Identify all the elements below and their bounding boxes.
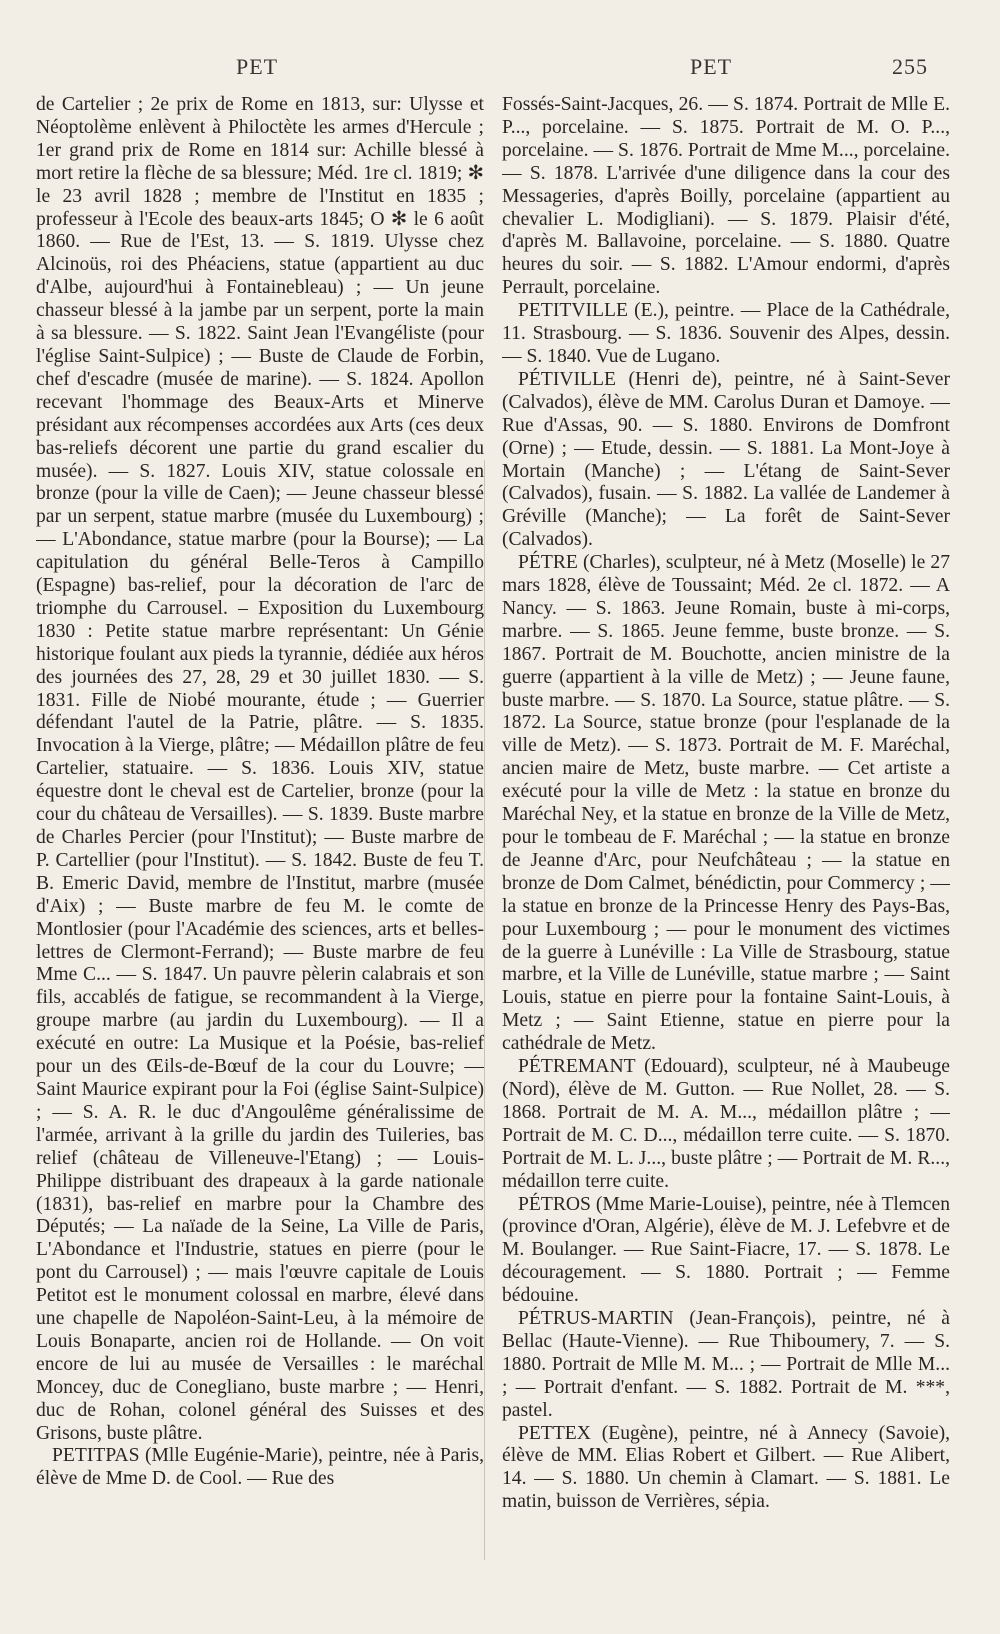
left-column [36, 94, 484, 1594]
entry-petros: PÉTROS (Mme Marie-Louise), peintre, née à Tlemcen (province d'Oran, Algérie), élève de M. J. Lefebvre et de M. Boulanger. — Rue Saint-Fiacre, 17. — S. 1878. Le découragement. — S. 1880. Portrait ; — Femme bédouine. [502, 1193, 950, 1307]
running-head-right: PET [690, 54, 733, 79]
entry-petre: PÉTRE (Charles), sculpteur, né à Metz (Moselle) le 27 mars 1828, élève de Toussaint; Méd. 2e cl. 1872. — A Nancy. — S. 1863. Jeune Romain, buste à mi-corps, marbre. — S. 1865. Jeune femme, buste bronze. — S. 1867. Portrait de M. Bouchotte, ancien ministre de la guerre (appartient à la ville de Metz) ; — Jeune faune, buste marbre. — S. 1870. La Source, statue plâtre. — S. 1872. La Source, statue bronze (pour l'esplanade de la ville de Metz). — S. 1873. Portrait de M. F. Maréchal, ancien maire de Metz, buste marbre. — Cet artiste a exécuté pour la ville de Metz : la statue en bronze du Maréchal Ney, et la statue en bronze de la Ville de Metz, pour le tombeau de F. Maréchal ; — la statue en bronze de Jeanne d'Arc, pour Neufchâteau ; — la statue en bronze de Dom Calmet, bénédictin, pour Commercy ; — la statue en bronze de la Princesse Henry des Pays-Bas, pour Luxembourg ; — pour le monument des victimes de la guerre à Lunéville : La Ville de Strasbourg, statue marbre, et la Ville de Lunéville, statue marbre ; — Saint Louis, statue en pierre pour la fontaine Saint-Louis, à Metz ; — Saint Etienne, statue en pierre pour la cathédrale de Metz. [502, 552, 950, 1055]
page-number: 255 [892, 54, 928, 79]
entry-continuation: de Cartelier ; 2e prix de Rome en 1813, sur: Ulysse et Néoptolème enlèvent à Philoctète les armes d'Hercule ; 1er grand prix de Rome en 1814 sur: Achille blessé à mort retire la flèche de sa blessure; Méd. 1re cl. 1819; ✻ le 23 avril 1828 ; membre de l'Institut en 1835 ; professeur à l'Ecole des beaux-arts 1845; O ✻ le 6 août 1860. — Rue de l'Est, 13. — S. 1819. Ulysse chez Alcinoüs, roi des Phéaciens, statue (appartient au duc d'Albe, aujourd'hui à Fontainebleau) ; — Un jeune chasseur blessé à la jambe par un serpent, porte la main à sa blessure. — S. 1822. Saint Jean l'Evangéliste (pour l'église Saint-Sulpice) ; — Buste de Claude de Forbin, chef d'escadre (musée de marine). — S. 1824. Apollon recevant l'hommage des Beaux-Arts et Minerve présidant aux récompenses accordées aux Arts (ces deux bas-reliefs décorent une partie du grand escalier du musée). — S. 1827. Louis XIV, statue colossale en bronze (pour la ville de Caen); — Jeune chasseur blessé par un serpent, statue marbre (musée du Luxembourg) ; — L'Abondance, statue marbre (pour la Bourse); — La capitulation du général Belle-Teros à Campillo (Espagne) bas-relief, pour la décoration de l'arc de triomphe du Carrousel. – Exposition du Luxembourg 1830 : Petite statue marbre représentant: Un Génie historique foulant aux pieds la tyrannie, dédiée aux héros des journées des 27, 28, 29 et 30 juillet 1830. — S. 1831. Fille de Niobé mourante, étude ; — Guerrier défendant l'autel de la Patrie, plâtre. — S. 1835. Invocation à la Vierge, plâtre; — Médaillon plâtre de feu Cartelier, statuaire. — S. 1836. Louis XIV, statue équestre dont le cheval est de Cartelier, bronze (pour la cour du château de Versailles). — S. 1839. Buste marbre de Charles Percier (pour l'Institut); — Buste marbre de P. Cartellier (pour l'Institut). — S. 1842. Buste de feu T. B. Emeric David, membre de l'Institut, marbre (musée d'Aix) ; — Buste marbre de feu M. le comte de Montlosier (pour l'Académie des sciences, arts et belles-lettres de Clermont-Ferrand); — Buste marbre de feu Mme C... — S. 1847. Un pauvre pèlerin calabrais et son fils, accablés de fatigue, se recommandent à la Vierge, groupe marbre (au jardin du Luxembourg). — Il a exécuté en outre: La Musique et la Poésie, bas-relief pour un des Œils-de-Bœuf de la cour du Louvre; — Saint Maurice expirant pour la Foi (église Saint-Sulpice) ; — S. A. R. le duc d'Angoulême généralissime de l'armée, arrivant à la grille du jardin des Tuileries, bas relief (château de Villeneuve-l'Etang) ; — Louis-Philippe distribuant des drapeaux à la garde nationale (1831), bas-relief en marbre pour la Chambre des Députés; — La naïade de la Seine, La Ville de Paris, L'Abondance et l'Industrie, statues en pierre (pour le pont du Carrousel) ; — mais l'œuvre capitale de Louis Petitot est le monument colossal en marbre, élevé dans une chapelle de Napoléon-Saint-Leu, à la mémoire de Louis Bonaparte, ancien roi de Hollande. — On voit encore de lui au musée de Versailles : le maréchal Moncey, duc de Conegliano, buste marbre ; — Henri, duc de Rohan, colonel général des Suisses et des Grisons, buste plâtre. [36, 94, 484, 1444]
entry-continuation: Fossés-Saint-Jacques, 26. — S. 1874. Portrait de Mlle E. P..., porcelaine. — S. 1875. Portrait de M. O. P..., porcelaine. — S. 1876. Portrait de Mme M..., porcelaine. — S. 1878. L'arrivée d'une diligence dans la cour des Messageries, d'après Boilly, porcelaine (appartient au chevalier L. Modigliani). — S. 1879. Plaisir d'été, d'après M. Ballavoine, porcelaine. — S. 1880. Quatre heures du soir. — S. 1882. L'Amour endormi, d'après Perrault, porcelaine. [502, 94, 950, 299]
entry-petrus-martin: PÉTRUS-MARTIN (Jean-François), peintre, né à Bellac (Haute-Vienne). — Rue Thiboumery, 7. — S. 1880. Portrait de Mlle M. M... ; — Portrait de Mlle M... ; — Portrait d'enfant. — S. 1882. Portrait de M. ***, pastel. [502, 1308, 950, 1421]
entry-petitville: PETITVILLE (E.), peintre. — Place de la Cathédrale, 11. Strasbourg. — S. 1836. Souvenir des Alpes, dessin. — S. 1840. Vue de Lugano. [502, 300, 950, 367]
right-column [502, 94, 950, 1594]
entry-petitpas: PETITPAS (Mlle Eugénie-Marie), peintre, née à Paris, élève de Mme D. de Cool. — Rue des [36, 1445, 484, 1490]
running-head-left: PET [236, 54, 279, 79]
entry-petiville: PÉTIVILLE (Henri de), peintre, né à Saint-Sever (Calvados), élève de MM. Carolus Duran et Damoye. — Rue d'Assas, 90. — S. 1880. Environs de Domfront (Orne) ; — Etude, dessin. — S. 1881. La Mont-Joye à Mortain (Manche) ; — L'étang de Saint-Sever (Calvados), fusain. — S. 1882. La vallée de Landemer à Gréville (Manche); — La forêt de Saint-Sever (Calvados). [502, 368, 950, 551]
entry-petremant: PÉTREMANT (Edouard), sculpteur, né à Maubeuge (Nord), élève de M. Gutton. — Rue Nollet, 28. — S. 1868. Portrait de M. A. M..., médaillon plâtre ; — Portrait de M. C. D..., médaillon terre cuite. — S. 1870. Portrait de M. L. J..., buste plâtre ; — Portrait de M. R..., médaillon terre cuite. [502, 1056, 950, 1192]
entry-pettex: PETTEX (Eugène), peintre, né à Annecy (Savoie), élève de MM. Elias Robert et Gilbert. — Rue Alibert, 14. — S. 1880. Un chemin à Clamart. — S. 1881. Le matin, buisson de Verrières, sépia. [502, 1422, 950, 1513]
column-divider [484, 460, 485, 1560]
